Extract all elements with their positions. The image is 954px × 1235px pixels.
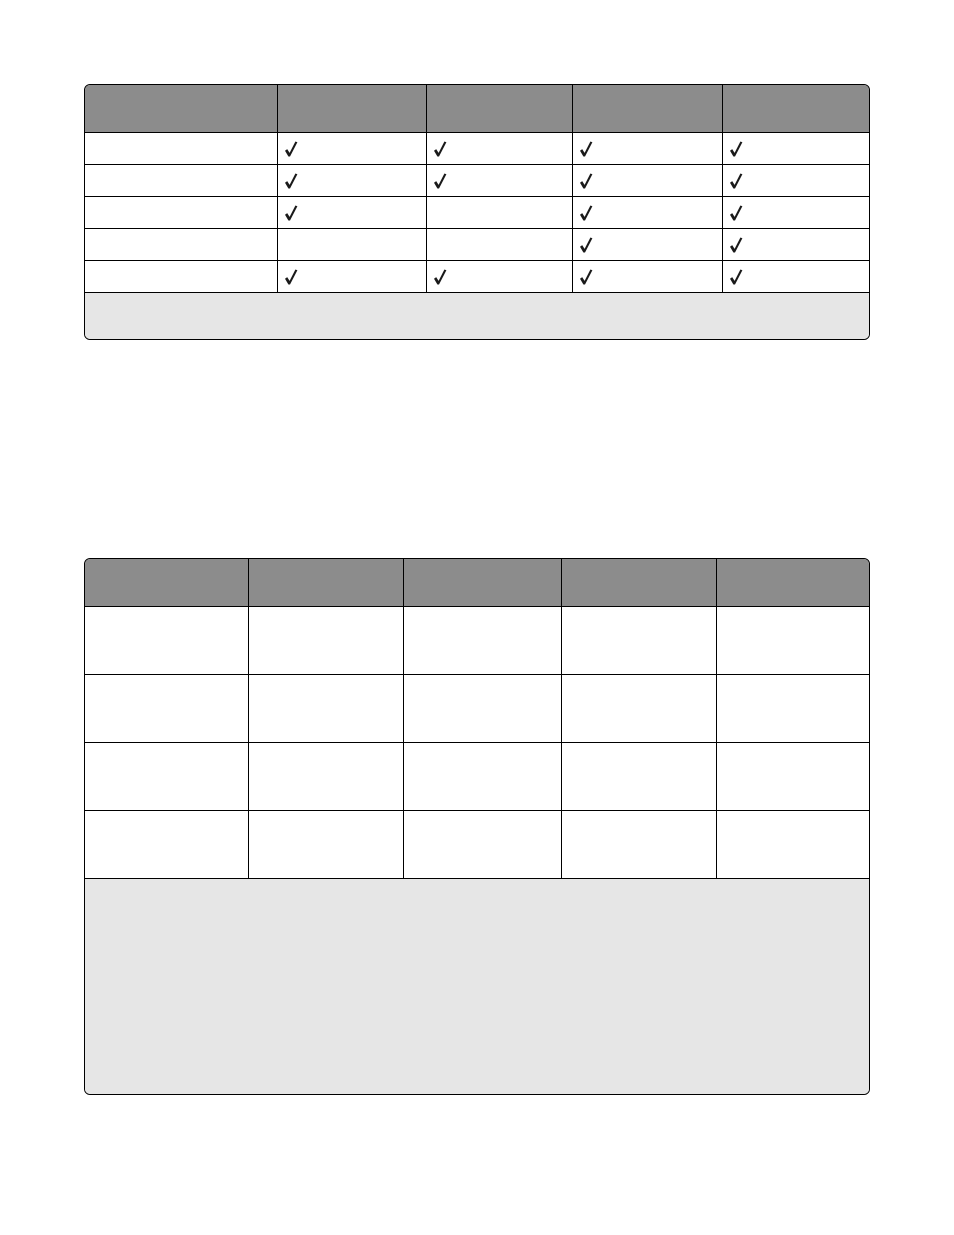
table-cell (427, 197, 573, 228)
checkmark-icon (729, 268, 743, 285)
header-cell (404, 559, 562, 606)
table-row (85, 810, 869, 878)
table-footnote (85, 292, 869, 340)
table-cell (717, 743, 869, 810)
table-cell (249, 811, 404, 878)
table-cell (278, 165, 427, 196)
table-row (85, 228, 869, 260)
table-row (85, 260, 869, 292)
checkmark-icon (284, 268, 298, 285)
row-label (85, 229, 278, 260)
checkmark-icon (579, 140, 593, 157)
table-row (85, 674, 869, 742)
header-cell (85, 559, 249, 606)
row-label (85, 133, 278, 164)
table-cell (723, 165, 869, 196)
table-cell (404, 607, 562, 674)
table-cell (85, 743, 249, 810)
checkmark-icon (579, 236, 593, 253)
checkmark-icon (579, 204, 593, 221)
checkmark-icon (433, 268, 447, 285)
table-cell (562, 743, 717, 810)
checkmark-icon (433, 140, 447, 157)
table-row (85, 132, 869, 164)
table-cell (723, 261, 869, 292)
header-cell (562, 559, 717, 606)
table-cell (427, 133, 573, 164)
checkmark-icon (284, 204, 298, 221)
table-cell (573, 229, 723, 260)
row-label (85, 197, 278, 228)
header-cell (573, 85, 723, 132)
table-cell (85, 675, 249, 742)
table-cell (723, 197, 869, 228)
table-cell (278, 261, 427, 292)
header-cell (249, 559, 404, 606)
checkmark-icon (284, 140, 298, 157)
table-cell (278, 133, 427, 164)
table-row (85, 742, 869, 810)
table-cell (278, 197, 427, 228)
table-cell (573, 133, 723, 164)
table-cell (427, 261, 573, 292)
table-cell (717, 675, 869, 742)
compatibility-table (84, 84, 870, 340)
table-header-row (85, 85, 869, 132)
table-cell (562, 607, 717, 674)
table-cell (249, 743, 404, 810)
table-cell (249, 607, 404, 674)
table-cell (573, 197, 723, 228)
row-label (85, 261, 278, 292)
table-cell (404, 811, 562, 878)
header-cell (278, 85, 427, 132)
header-cell (85, 85, 278, 132)
table-header-row (85, 559, 869, 606)
checkmark-icon (729, 172, 743, 189)
table-cell (427, 165, 573, 196)
header-cell (717, 559, 869, 606)
header-cell (723, 85, 869, 132)
table-row (85, 196, 869, 228)
table-cell (85, 811, 249, 878)
table-cell (562, 675, 717, 742)
table-cell (717, 811, 869, 878)
table-cell (562, 811, 717, 878)
checkmark-icon (729, 140, 743, 157)
table-cell (573, 165, 723, 196)
table-row (85, 606, 869, 674)
checkmark-icon (579, 172, 593, 189)
checkmark-icon (579, 268, 593, 285)
table-cell (85, 607, 249, 674)
checkmark-icon (433, 172, 447, 189)
specification-table (84, 558, 870, 1095)
checkmark-icon (729, 204, 743, 221)
checkmark-icon (729, 236, 743, 253)
table-cell (404, 675, 562, 742)
table-cell (723, 229, 869, 260)
table-cell (573, 261, 723, 292)
table-cell (723, 133, 869, 164)
table-cell (404, 743, 562, 810)
table-cell (249, 675, 404, 742)
table-cell (278, 229, 427, 260)
table-cell (717, 607, 869, 674)
header-cell (427, 85, 573, 132)
checkmark-icon (284, 172, 298, 189)
table-footnote (85, 878, 869, 1095)
table-row (85, 164, 869, 196)
row-label (85, 165, 278, 196)
table-cell (427, 229, 573, 260)
